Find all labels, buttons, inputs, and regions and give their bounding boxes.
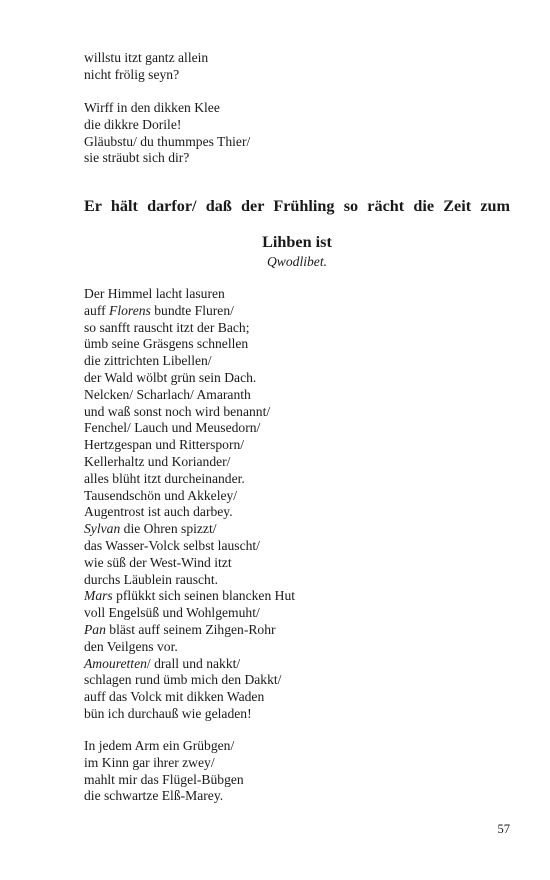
verse-line (84, 303, 295, 320)
verse-line: wie süß der West-Wind itzt (84, 554, 232, 570)
stanza-2 (84, 100, 250, 167)
verse-line: alles blüht itzt durcheinander. (84, 470, 245, 486)
proper-name: Florens (109, 302, 151, 318)
poem-subtitle: Qwodlibet. (266, 254, 328, 269)
verse-line: auff das Volck mit dikken Waden (84, 689, 265, 705)
verse-line: ümb seine Gräsgens schnellen (84, 336, 249, 352)
verse-text: bläst auff seinem Zihgen-Rohr (105, 621, 276, 637)
verse-line: Tausendschön und Akkeley/ (84, 487, 238, 503)
verse-line: den Veilgens vor. (84, 638, 178, 654)
verse-line (84, 656, 295, 673)
verse-line: willstu itzt gantz allein (84, 50, 209, 65)
verse-line: Nelcken/ Scharlach/ Amaranth (84, 386, 251, 402)
verse-line: durchs Läublein rauscht. (84, 571, 219, 587)
verse-line (84, 521, 295, 538)
proper-name: Sylvan (84, 521, 121, 537)
verse-line: das Wasser-Volck selbst lauscht/ (84, 537, 260, 553)
verse-line: Gläubstu/ du thummpes Thier/ (84, 133, 251, 149)
verse-text: / drall und nakkt/ (146, 655, 241, 671)
stanza-4 (84, 738, 244, 805)
verse-line: Kellerhaltz und Koriander/ (84, 453, 231, 469)
proper-name: Amouretten (84, 655, 147, 671)
verse-line (84, 622, 295, 639)
verse-line: Wirff in den dikken Klee (84, 100, 220, 115)
verse-line: Der Himmel lacht lasuren (84, 286, 225, 301)
verse-text: pflükkt sich seinen blancken Hut (112, 588, 296, 604)
verse-line: mahlt mir das Flügel-Bübgen (84, 771, 244, 787)
verse-line: In jedem Arm ein Grübgen/ (84, 738, 235, 753)
poem-title-line-1: Er hält darfor/ daß der Frühling so rächt die Zeit zum (84, 197, 510, 215)
poem-title (84, 188, 510, 260)
verse-line: nicht frölig seyn? (84, 66, 180, 82)
verse-line: der Wald wölbt grün sein Dach. (84, 369, 257, 385)
verse-text: auff (84, 302, 110, 318)
verse-line: schlagen rund ümb mich den Dakkt/ (84, 672, 282, 688)
verse-line: Fenchel/ Lauch und Meusedorn/ (84, 420, 261, 436)
verse-line: und waß sonst noch wird benannt/ (84, 403, 271, 419)
verse-line: die dikkre Dorile! (84, 116, 182, 132)
verse-line: Hertzgespan und Rittersporn/ (84, 437, 245, 453)
stanza-1 (84, 50, 208, 84)
verse-line: sie sträubt sich dir? (84, 150, 190, 166)
verse-text: bundte Fluren/ (150, 302, 234, 318)
stanza-3 (84, 286, 295, 723)
verse-line: bün ich durchauß wie geladen! (84, 705, 252, 721)
verse-line: im Kinn gar ihrer zwey/ (84, 754, 215, 770)
proper-name: Mars (84, 588, 113, 604)
poem-title-line-2: Lihben ist (262, 233, 332, 251)
page-number: 57 (497, 822, 510, 836)
verse-text: die Ohren spizzt/ (120, 521, 217, 537)
proper-name: Pan (84, 621, 106, 637)
verse-line: die schwartze Elß-Marey. (84, 788, 224, 804)
verse-line: Augentrost ist auch darbey. (84, 504, 233, 520)
verse-line: voll Engelsüß und Wohlgemuht/ (84, 605, 260, 621)
verse-line: die zittrichten Libellen/ (84, 353, 212, 369)
verse-line: so sanfft rauscht itzt der Bach; (84, 319, 250, 335)
verse-line (84, 588, 295, 605)
